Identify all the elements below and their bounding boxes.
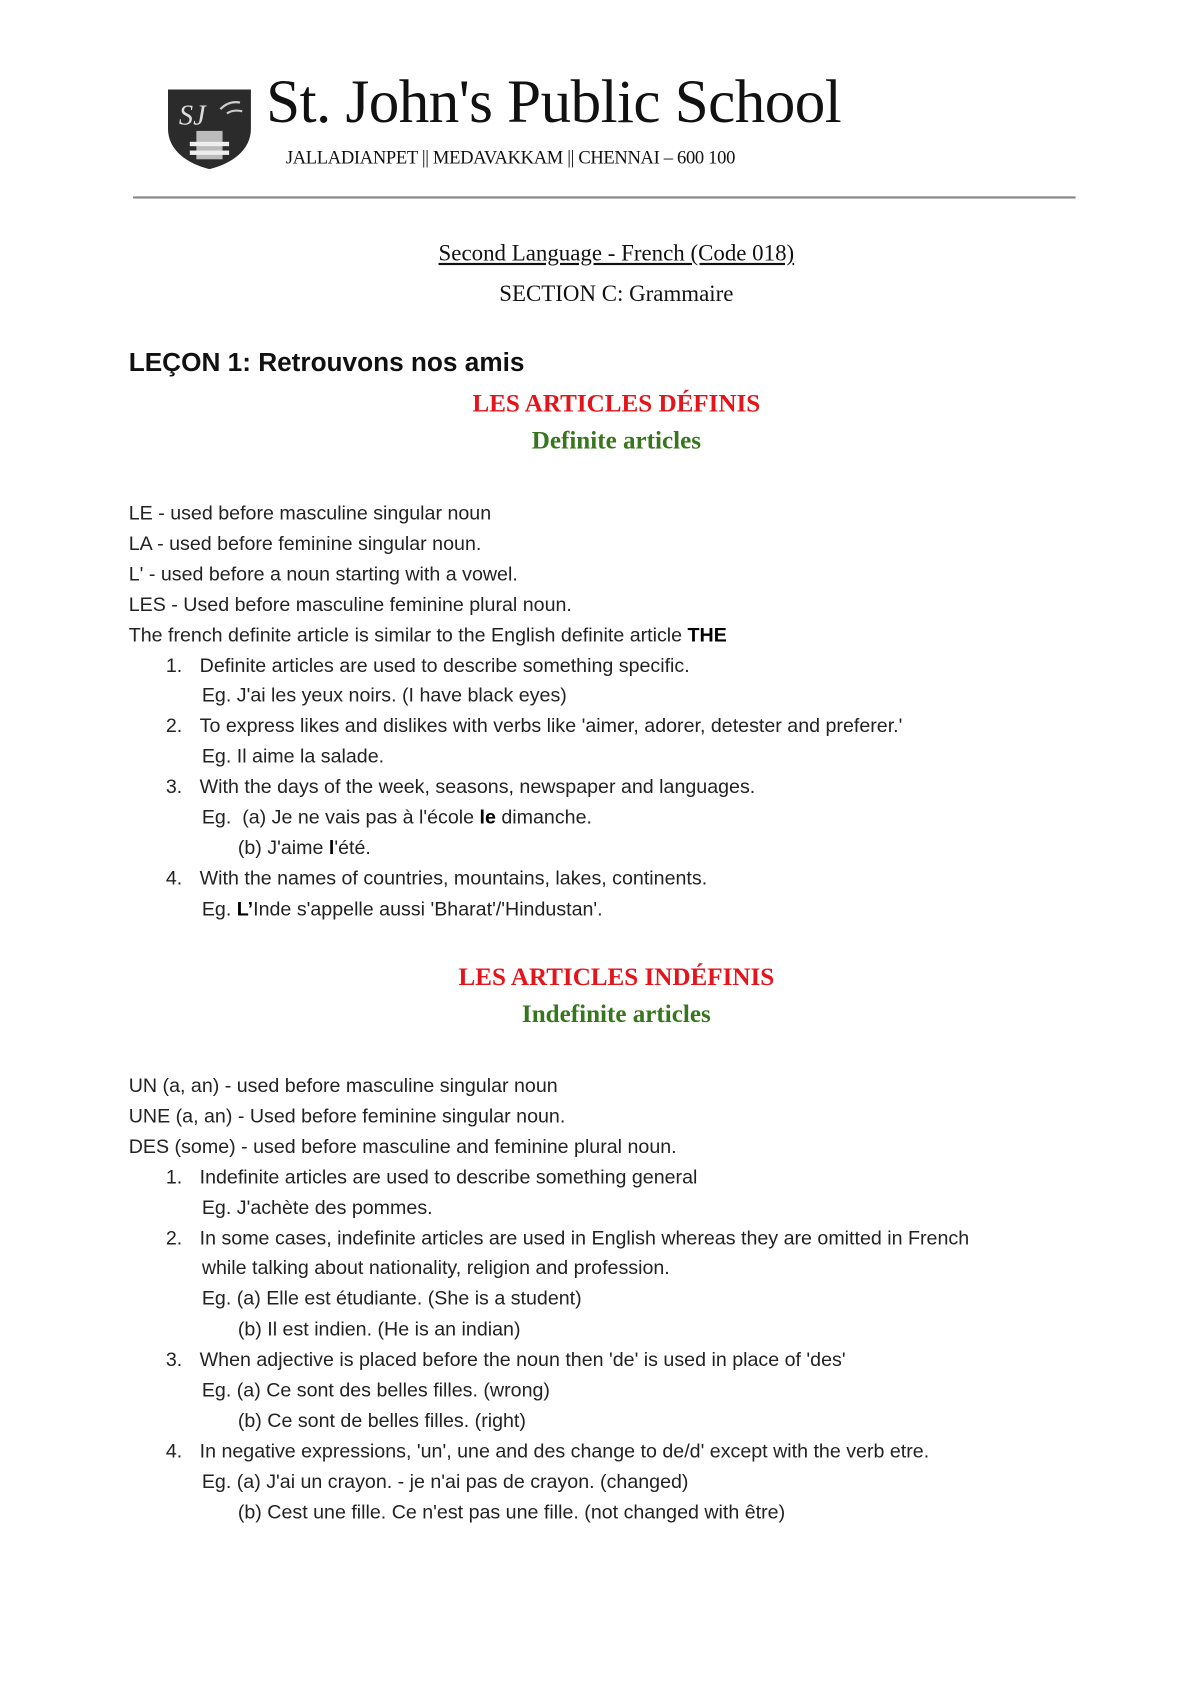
text-segment: In negative expressions, 'un', une and des change to de/d' except with the verb etre. <box>199 1439 930 1462</box>
svg-text:SJ: SJ <box>178 100 206 132</box>
list-item <box>165 650 690 681</box>
list-item <box>165 710 903 741</box>
text-segment: LE - used before masculine singular noun <box>128 501 492 524</box>
list-number: 2. <box>165 1226 183 1249</box>
list-number: 4. <box>165 867 183 889</box>
text-line <box>202 680 567 711</box>
text-line <box>238 1314 521 1345</box>
text-line <box>129 558 518 589</box>
text-segment: LA - used before feminine singular noun. <box>128 532 482 555</box>
list-item <box>165 1161 698 1192</box>
text-segment: (b) Il est indien. (He is an indian) <box>237 1318 521 1340</box>
text-segment: The french definite article is similar to the English definite article <box>128 623 688 646</box>
text-line <box>129 589 572 620</box>
bold-text: THE <box>687 623 727 646</box>
text-line <box>202 1375 550 1406</box>
text-line <box>238 1405 526 1436</box>
list-item <box>165 1344 846 1375</box>
bold-text: le <box>479 806 496 828</box>
text-segment: UNE (a, an) - Used before feminine singular noun. <box>128 1104 566 1127</box>
text-segment: Eg. (a) Je ne vais pas à l'école <box>201 806 480 828</box>
list-number: 3. <box>165 775 183 798</box>
text-segment: When adjective is placed before the noun then 'de' is used in place of 'des' <box>199 1348 846 1371</box>
section-title: SECTION C: Grammaire <box>499 280 734 307</box>
bold-text: l <box>328 836 335 859</box>
list-number: 4. <box>165 1439 183 1462</box>
text-segment: In some cases, indefinite articles are used in English whereas they are omitted in French <box>199 1226 970 1249</box>
lesson-title: LEÇON 1: Retrouvons nos amis <box>128 347 525 378</box>
list-number: 3. <box>165 1348 183 1371</box>
text-line <box>238 1496 785 1527</box>
text-line <box>129 528 482 559</box>
list-item <box>165 1222 970 1253</box>
school-address: JALLADIANPET || MEDAVAKKAM || CHENNAI – 600 100 <box>285 147 736 168</box>
text-line <box>129 1070 558 1101</box>
indefinis-heading: LES ARTICLES INDÉFINIS <box>458 963 775 991</box>
text-segment: With the days of the week, seasons, newspaper and languages. <box>199 775 756 798</box>
text-segment: (b) Cest une fille. Ce n'est pas une fille. (not changed with être) <box>237 1500 786 1523</box>
text-line <box>202 802 592 833</box>
text-segment: 'été. <box>334 836 371 859</box>
text-segment: L' - used before a noun starting with a vowel. <box>128 562 518 585</box>
list-number: 1. <box>165 1165 183 1188</box>
text-line <box>129 1131 677 1162</box>
text-line <box>129 619 727 650</box>
text-segment: UN (a, an) - used before masculine singular noun <box>128 1074 558 1097</box>
text-line <box>202 1253 670 1284</box>
text-segment: DES (some) - used before masculine and feminine plural noun. <box>128 1135 677 1158</box>
text-segment: With the names of countries, mountains, lakes, continents. <box>199 867 708 889</box>
text-segment: Eg. J'achète des pommes. <box>201 1196 433 1219</box>
text-line <box>238 832 371 863</box>
definis-heading: LES ARTICLES DÉFINIS <box>472 389 761 417</box>
text-segment: Inde s'appelle aussi 'Bharat'/'Hindustan'. <box>253 897 603 920</box>
subject-title: Second Language - French (Code 018) <box>438 239 795 267</box>
text-segment: Eg. (a) Ce sont des belles filles. (wrong) <box>201 1378 550 1401</box>
list-number: 2. <box>165 714 183 737</box>
text-segment: Definite articles are used to describe something specific. <box>199 653 690 676</box>
text-segment: LES - Used before masculine feminine plural noun. <box>128 593 572 615</box>
text-segment: Eg. <box>201 897 237 920</box>
text-segment: Eg. Il aime la salade. <box>201 745 385 768</box>
text-segment: dimanche. <box>495 806 592 828</box>
text-segment: (b) J'aime <box>237 836 329 859</box>
list-item <box>165 863 708 894</box>
list-number: 1. <box>165 653 183 676</box>
text-line <box>202 741 384 772</box>
text-line <box>202 1283 582 1314</box>
definis-subheading: Definite articles <box>531 426 702 454</box>
school-name: St. John's Public School <box>266 68 842 137</box>
list-item <box>165 1435 930 1466</box>
text-segment: Eg. (a) Elle est étudiante. (She is a student) <box>201 1287 582 1310</box>
header-divider <box>133 196 1076 198</box>
text-segment: To express likes and dislikes with verbs like 'aimer, adorer, detester and preferer.' <box>199 714 903 737</box>
school-crest-icon <box>166 85 253 170</box>
text-segment: (b) Ce sont de belles filles. (right) <box>237 1409 526 1432</box>
list-item <box>165 771 756 802</box>
bold-text: L’ <box>236 897 254 920</box>
text-segment: while talking about nationality, religion and profession. <box>201 1257 670 1279</box>
text-segment: Eg. (a) J'ai un crayon. - je n'ai pas de crayon. (changed) <box>201 1470 689 1493</box>
text-line <box>129 1101 566 1132</box>
text-line <box>202 893 603 924</box>
text-line <box>202 1466 689 1497</box>
text-line <box>129 497 491 528</box>
indefinis-subheading: Indefinite articles <box>521 1000 711 1028</box>
text-segment: Indefinite articles are used to describe something general <box>199 1165 698 1188</box>
text-line <box>202 1192 433 1223</box>
text-segment: Eg. J'ai les yeux noirs. (I have black eyes) <box>201 684 567 707</box>
